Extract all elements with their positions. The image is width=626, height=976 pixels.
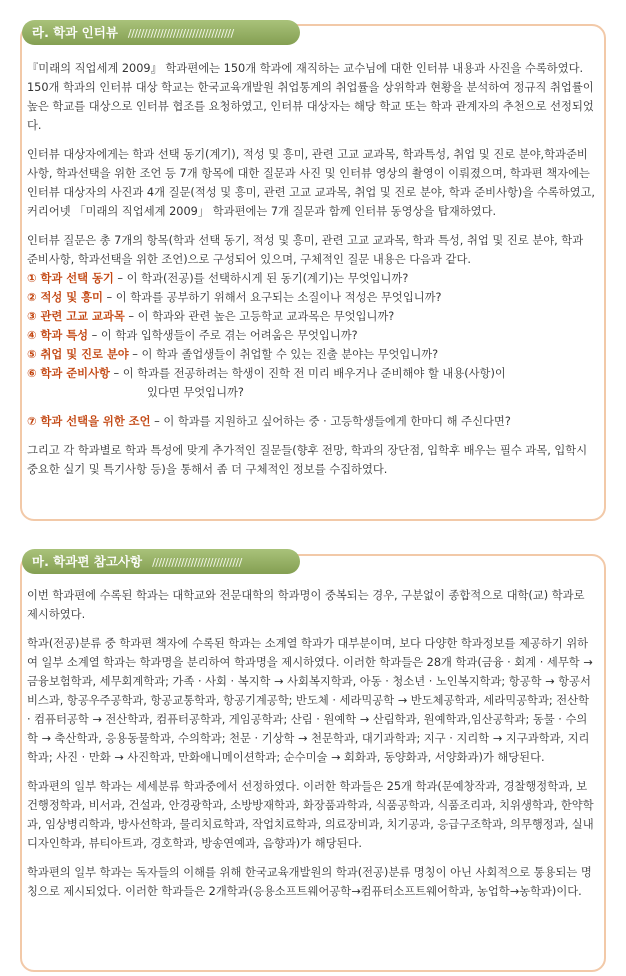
interview-section-body (27, 59, 595, 489)
paragraph: 학과(전공)분류 중 학과편 책자에 수록된 학과는 소계열 학과가 대부분이며, 보다 다양한 학과정보를 제공하기 위하여 일부 소계열 학과는 학과명을 분리하여 학과명을 제시하였다. 이러한 학과들은 28개 학과(금융 · 회계 · 세무학 → 금융보험학과, 세무회계학과; 가족 · 사회 · 복지학 → 사회복지학과, 아동 · 청소년 · 노인복지학과; 항공학 → 항공서비스과, 항공우주공학과, 항공교통학과, 항공기계공학; 반도체 · 세라믹공학 → 반도체공학과, 세라믹공학과; 전산학 · 컴퓨터공학 → 전산학과, 컴퓨터공학과, 게임공학과; 산림 · 원예학 → 산림학과, 원예학과,임산공학과; 동물 · 수의학 → 축산학과, 응용동물학과, 수의학과; 천문 · 기상학 → 천문학과, 대기과학과; 지구 · 지리학 → 지구과학과, 지리학과; 사진 · 만화 → 사진학과, 만화애니메이션학과; 순수미술 → 회화과, 동양화과, 서양화과)가 해당된다. (27, 637, 593, 764)
question-item (27, 412, 595, 431)
paragraph: 학과편의 일부 학과는 독자들의 이해를 위해 한국교육개발원의 학과(전공)분류 명칭이 아닌 사회적으로 통용되는 명칭으로 제시되었다. 이러한 학과들은 2개학과(응용소프트웨어공학→컴퓨터소프트웨어학과, 농업학→농학과)이다. (27, 866, 592, 898)
paragraph: 그리고 각 학과별로 학과 특성에 맞게 추가적인 질문들(향후 전망, 학과의 장단점, 입학후 배우는 필수 과목, 입학시 중요한 실기 및 특기사항 등)을 통해서 좀 더 구체적인 정보를 수집하였다. (27, 444, 588, 476)
question-text: – 이 학과를 전공하려는 학생이 진학 전 미리 배우거나 준비해야 할 내용(사항)이 (109, 367, 506, 380)
question-item (27, 288, 595, 307)
paragraph: 이번 학과편에 수록된 학과는 대학교와 전문대학의 학과명이 중복되는 경우, 구분없이 종합적으로 대학(교) 학과로 제시하였다. (27, 589, 585, 621)
question-item (27, 364, 595, 383)
section-title-text: 마. 학과편 참고사항 (32, 554, 143, 569)
question-label: ⑦ 학과 선택을 위한 조언 (27, 415, 151, 428)
paragraph: 『미래의 직업세계 2009』 학과편에는 150개 학과에 재직하는 교수님에 대한 인터뷰 내용과 사진을 수록하였다. 150개 학과의 인터뷰 대상 학교는 한국교육개발원 취업통계의 취업률을 상위학과 현황을 분석하여 정규직 취업률이 높은 학교를 대상으로 인터뷰 협조를 요청하였고, 인터뷰 대상자는 해당 학교 또는 학과 관계자의 추천으로 선정되었다. (27, 62, 594, 132)
question-continuation: 있다면 무엇입니까? (147, 386, 244, 399)
section-title-text: 라. 학과 인터뷰 (32, 25, 118, 40)
notes-section-title (22, 549, 300, 574)
question-label: ② 적성 및 흥미 (27, 291, 103, 304)
question-label: ⑥ 학과 준비사항 (27, 367, 110, 380)
question-item (27, 307, 595, 326)
question-label: ① 학과 선택 동기 (27, 272, 114, 285)
question-item (27, 326, 595, 345)
question-text: – 이 학과와 관련 높은 고등학교 교과목은 무엇입니까? (124, 310, 395, 323)
paragraph: 인터뷰 질문은 총 7개의 항목(학과 선택 동기, 적성 및 흥미, 관련 고교 교과목, 학과 특성, 취업 및 진로 분야, 학과 준비사항, 학과선택을 위한 조언)으로 구성되어 있으며, 구체적인 질문 내용은 다음과 같다. (27, 234, 584, 266)
question-label: ⑤ 취업 및 진로 분야 (27, 348, 129, 361)
paragraph: 인터뷰 대상자에게는 학과 선택 동기(계기), 적성 및 흥미, 관련 고교 교과목, 학과특성, 취업 및 진로 분야,학과준비사항, 학과선택을 위한 조언 등 7개 항목에 대한 질문과 사진 및 인터뷰 영상의 촬영이 이뤄졌으며, 학과편 책자에는 인터뷰 대상자의 사진과 4개 질문(적성 및 흥미, 관련 고교 교과목, 취업 및 진로 분야, 학과 준비사항)을 수록하였고, 커리어넷 「미래의 직업세계 2009」 학과편에는 7개 질문과 함께 인터뷰 동영상을 탑재하였다. (27, 148, 595, 218)
title-decoration: //////////////////////////// (152, 556, 242, 569)
question-text: – 이 학과를 공부하기 위해서 요구되는 소질이나 적성은 무엇입니까? (102, 291, 442, 304)
question-item (27, 345, 595, 364)
question-text: – 이 학과 졸업생들이 취업할 수 있는 진출 분야는 무엇입니까? (128, 348, 439, 361)
question-item (27, 269, 595, 288)
paragraph: 학과편의 일부 학과는 세세분류 학과중에서 선정하였다. 이러한 학과들은 25개 학과(문예창작과, 경찰행정학과, 보건행정학과, 비서과, 건설과, 안경광학과, 소방방재학과, 화장품과학과, 식품공학과, 식품조리과, 치위생학과, 한약학과, 임상병리학과, 방사선학과, 물리치료학과, 작업치료학과, 의료장비과, 치기공과, 응급구조학과, 의무행정과, 실내디자인학과, 뷰티아트과, 경호학과, 방송연예과, 음향과)가 해당된다. (27, 780, 594, 850)
question-label: ③ 관련 고교 교과목 (27, 310, 125, 323)
notes-section-body (27, 586, 595, 911)
interview-section-title (22, 20, 300, 45)
question-text: – 이 학과 입학생들이 주로 겪는 어려움은 무엇입니까? (88, 329, 358, 342)
question-text: – 이 학과(전공)를 선택하시게 된 동기(계기)는 무엇입니까? (113, 272, 409, 285)
question-text: – 이 학과를 지원하고 싶어하는 중 · 고등학생들에게 한마디 해 주신다면? (150, 415, 511, 428)
title-decoration: ///////////////////////////////// (127, 27, 234, 40)
question-label: ④ 학과 특성 (27, 329, 89, 342)
